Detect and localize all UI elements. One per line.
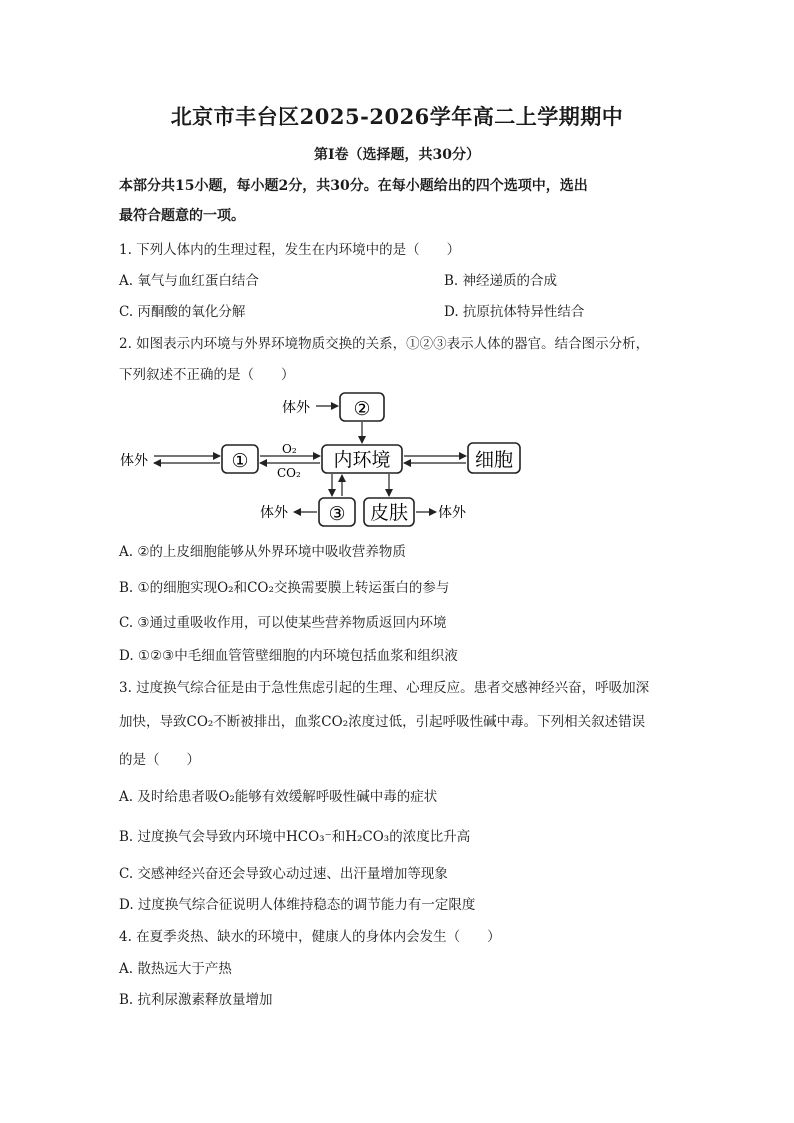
q3-option-a: A. 及时给患者吸O₂能够有效缓解呼吸性碱中毒的症状 [119, 789, 438, 805]
exam-title: 北京市丰台区2025-2026学年高二上学期期中 [170, 104, 624, 129]
q4-option-b: B. 抗利尿激素释放量增加 [119, 992, 273, 1008]
q1-stem: 1. 下列人体内的生理过程，发生在内环境中的是（ ） [119, 242, 461, 258]
q4-option-a: A. 散热远大于产热 [119, 961, 232, 977]
q3-stem-line-3: 的是（ ） [119, 752, 200, 768]
organ2-label: ② [353, 398, 371, 420]
cell-label: 细胞 [474, 449, 514, 471]
exchange-diagram [112, 390, 532, 530]
skin-label: 皮肤 [369, 502, 409, 524]
outside-label-bottom-right: 体外 [438, 505, 466, 521]
section-heading: 第Ⅰ卷（选择题，共30分） [313, 147, 481, 163]
outside-label-left: 体外 [120, 453, 148, 469]
o2-label: O₂ [282, 442, 297, 456]
q2-option-b: B. ①的细胞实现O₂和CO₂交换需要膜上转运蛋白的参与 [119, 580, 450, 596]
co2-label: CO₂ [277, 466, 301, 480]
organ1-label: ① [231, 450, 249, 472]
q3-stem-line-2: 加快，导致CO₂不断被排出，血浆CO₂浓度过低，引起呼吸性碱中毒。下列相关叙述错误 [119, 714, 646, 730]
q3-option-b: B. 过度换气会导致内环境中HCO₃⁻和H₂CO₃的浓度比升高 [119, 829, 471, 845]
q2-option-a: A. ②的上皮细胞能够从外界环境中吸收营养物质 [119, 544, 406, 560]
q4-stem: 4. 在夏季炎热、缺水的环境中，健康人的身体内会发生（ ） [119, 929, 501, 945]
instructions-line-2: 最符合题意的一项。 [119, 208, 245, 224]
q1-option-c: C. 丙酮酸的氧化分解 [119, 304, 246, 320]
q3-stem-line-1: 3. 过度换气综合征是由于急性焦虑引起的生理、心理反应。患者交感神经兴奋，呼吸加深 [119, 680, 650, 696]
instructions-line-1: 本部分共15小题，每小题2分，共30分。在每小题给出的四个选项中，选出 [119, 178, 588, 194]
q1-option-d: D. 抗原抗体特异性结合 [444, 304, 585, 320]
q2-option-d: D. ①②③中毛细血管管壁细胞的内环境包括血浆和组织液 [119, 648, 458, 664]
organ3-label: ③ [328, 503, 346, 525]
q2-option-c: C. ③通过重吸收作用，可以使某些营养物质返回内环境 [119, 615, 447, 631]
outside-label-top: 体外 [282, 400, 310, 416]
internal-env-label: 内环境 [333, 449, 391, 471]
q1-option-b: B. 神经递质的合成 [444, 273, 558, 289]
q1-option-a: A. 氧气与血红蛋白结合 [119, 273, 259, 289]
q2-stem-line-2: 下列叙述不正确的是（ ） [119, 367, 295, 383]
q3-option-d: D. 过度换气综合征说明人体维持稳态的调节能力有一定限度 [119, 897, 476, 913]
q2-stem-line-1: 2. 如图表示内环境与外界环境物质交换的关系，①②③表示人体的器官。结合图示分析， [119, 336, 650, 352]
q3-option-c: C. 交感神经兴奋还会导致心动过速、出汗量增加等现象 [119, 866, 448, 882]
outside-label-bottom-left: 体外 [260, 505, 288, 521]
